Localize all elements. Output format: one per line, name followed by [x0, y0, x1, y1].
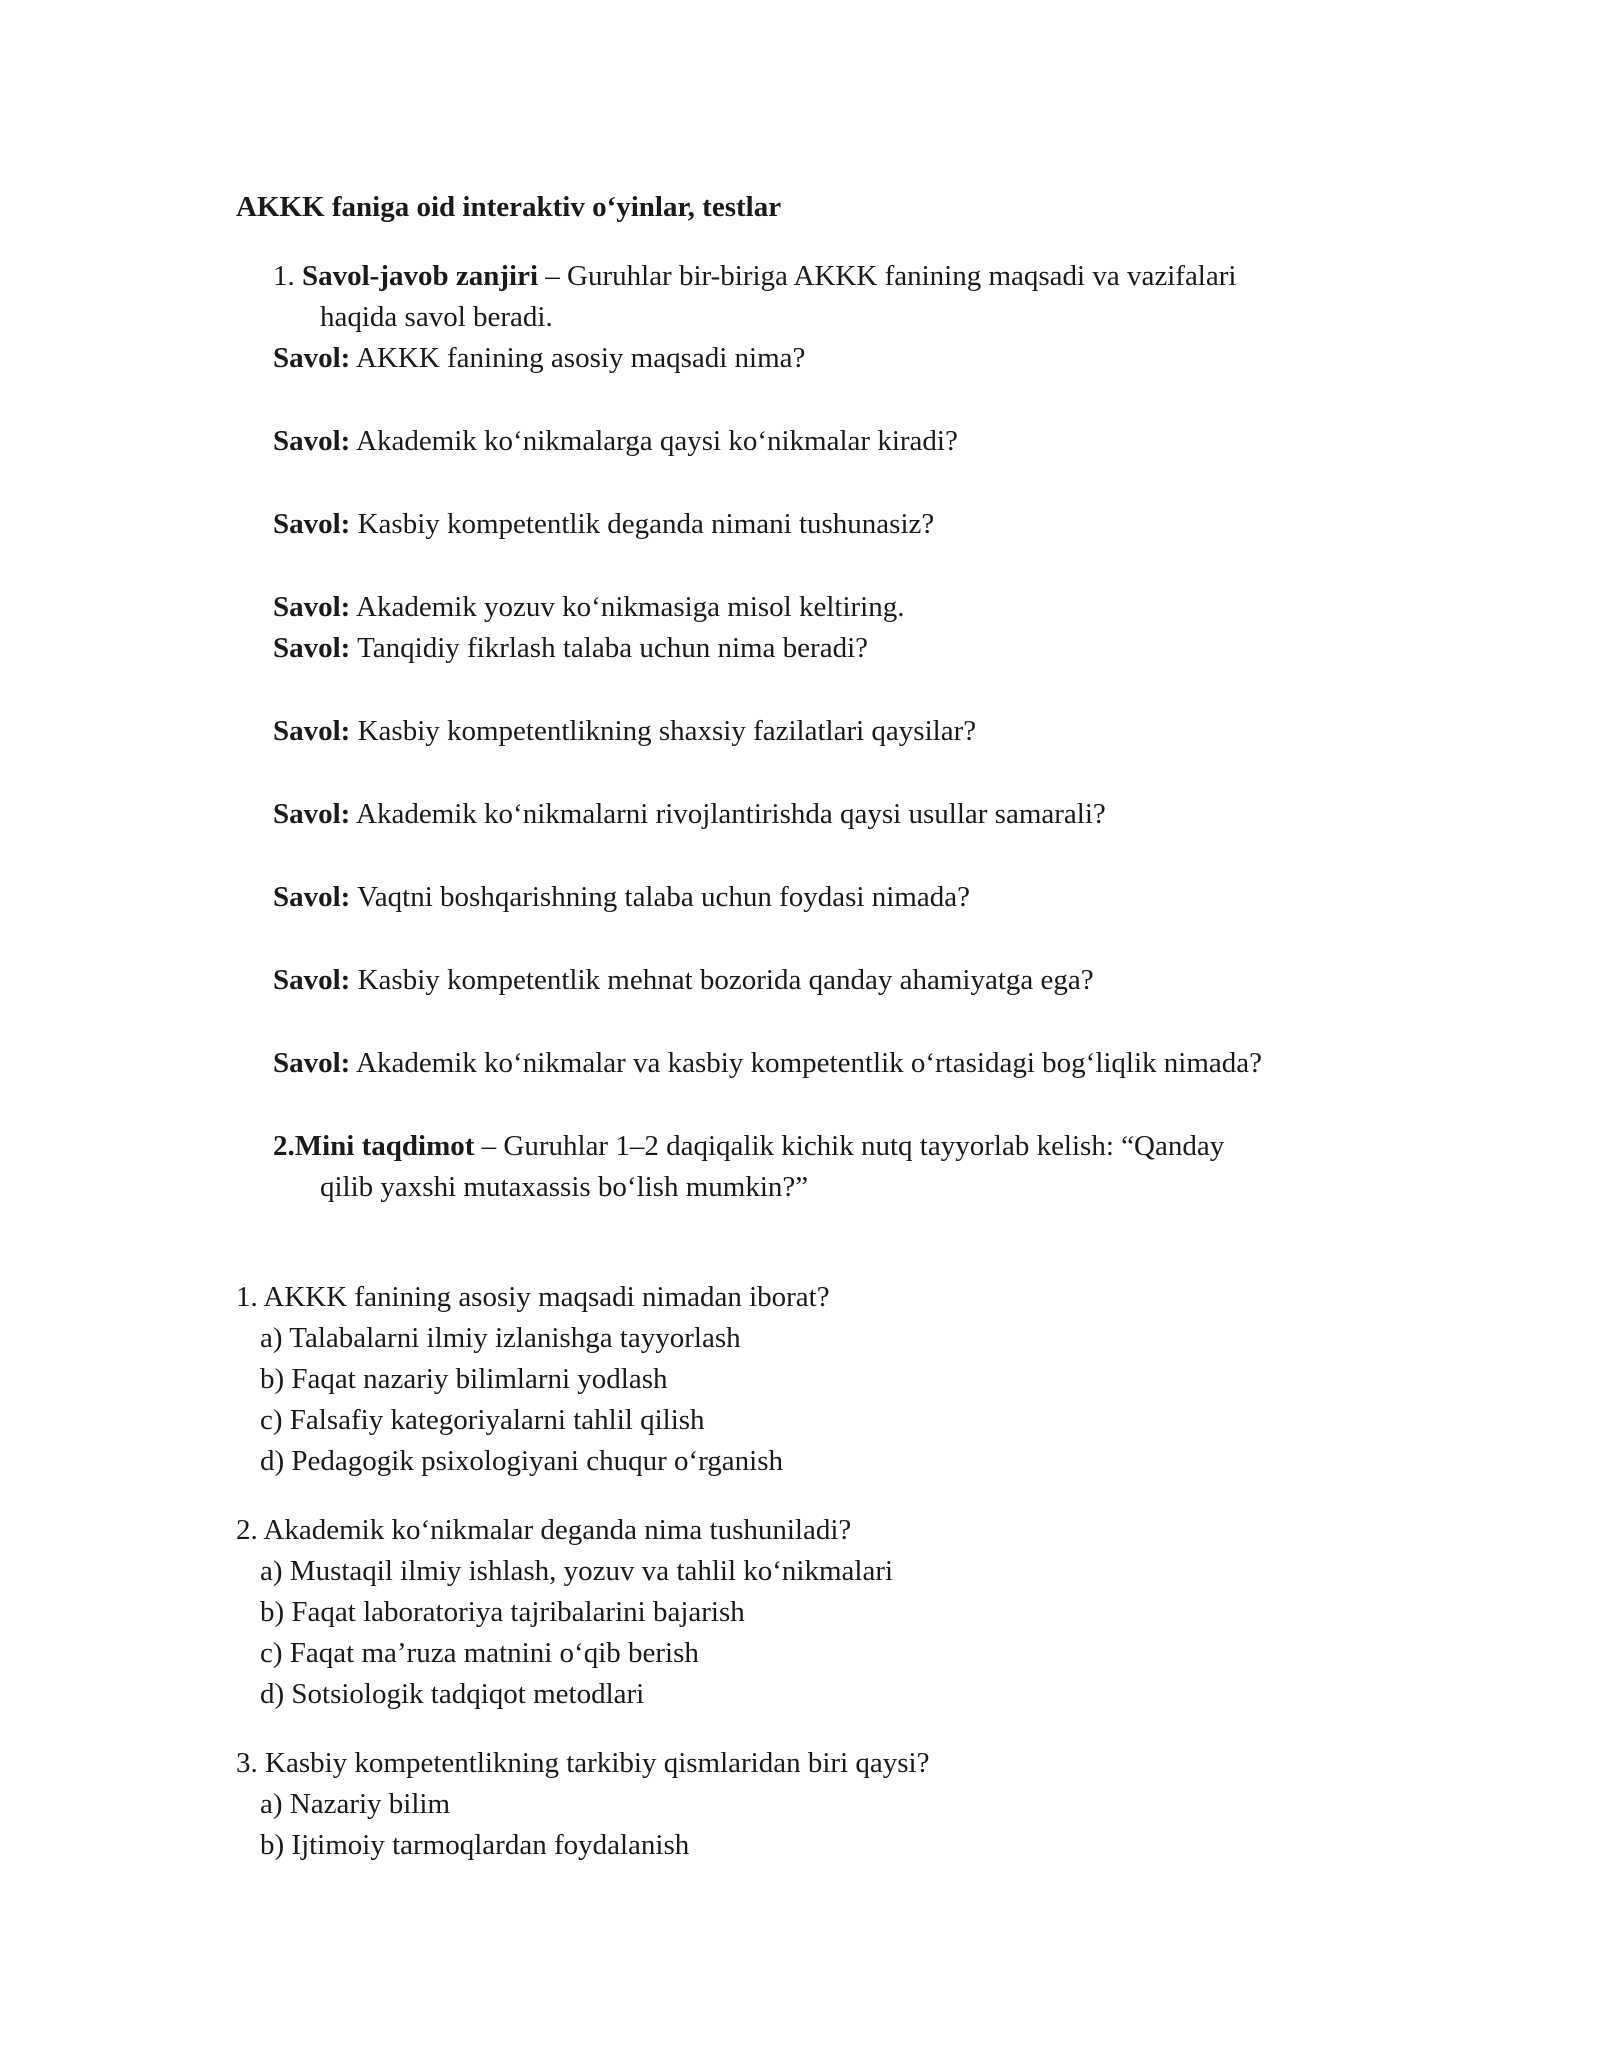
test-option: c) Faqat ma’ruza matnini o‘qib berish — [260, 1637, 699, 1669]
savol-label: Savol: — [273, 881, 351, 913]
savol-item — [273, 338, 805, 378]
page-title: AKKK faniga oid interaktiv o‘yinlar, testlar — [236, 191, 782, 223]
savol-item — [273, 504, 934, 544]
test-option: a) Nazariy bilim — [260, 1788, 451, 1820]
savol-item — [273, 794, 1106, 834]
game1-dash: – — [538, 260, 568, 292]
savol-text: AKKK fanining asosiy maqsadi nima? — [356, 342, 806, 374]
test-option: d) Pedagogik psixologiyani chuqur o‘rganish — [260, 1445, 784, 1477]
savol-item — [273, 960, 1094, 1000]
savol-item — [273, 628, 868, 668]
savol-label: Savol: — [273, 508, 351, 540]
savol-text: Tanqidiy fikrlash talaba uchun nima beradi? — [357, 632, 869, 664]
test-option: b) Ijtimoiy tarmoqlardan foydalanish — [260, 1829, 690, 1861]
savol-text: Akademik ko‘nikmalar va kasbiy kompetentlik o‘rtasidagi bog‘liqlik nimada? — [356, 1047, 1263, 1079]
savol-item — [273, 711, 976, 751]
test-question: 3. Kasbiy kompetentlikning tarkibiy qismlaridan biri qaysi? — [236, 1747, 930, 1779]
game1-heading — [273, 256, 1236, 296]
test-question: 1. AKKK fanining asosiy maqsadi nimadan iborat? — [236, 1281, 830, 1313]
game1-desc-line1: Guruhlar bir-biriga AKKK fanining maqsadi va vazifalari — [567, 260, 1237, 292]
test-option: c) Falsafiy kategoriyalarni tahlil qilish — [260, 1404, 705, 1436]
savol-label: Savol: — [273, 964, 351, 996]
savol-text: Kasbiy kompetentlik mehnat bozorida qanday ahamiyatga ega? — [357, 964, 1094, 996]
game1-name: Savol-javob zanjiri — [302, 260, 539, 292]
savol-text: Akademik ko‘nikmalarni rivojlantirishda qaysi usullar samarali? — [356, 798, 1106, 830]
game2-desc-line2: qilib yaxshi mutaxassis bo‘lish mumkin?” — [320, 1171, 809, 1203]
savol-item — [273, 587, 905, 627]
savol-text: Akademik ko‘nikmalarga qaysi ko‘nikmalar kiradi? — [356, 425, 958, 457]
test-option: b) Faqat laboratoriya tajribalarini bajarish — [260, 1596, 745, 1628]
test-question: 2. Akademik ko‘nikmalar deganda nima tushuniladi? — [236, 1514, 852, 1546]
savol-item — [273, 1043, 1262, 1083]
savol-text: Kasbiy kompetentlik deganda nimani tushunasiz? — [357, 508, 935, 540]
game1-desc-line2: haqida savol beradi. — [320, 301, 553, 333]
test-option: a) Talabalarni ilmiy izlanishga tayyorlash — [260, 1322, 741, 1354]
test-option: b) Faqat nazariy bilimlarni yodlash — [260, 1363, 668, 1395]
test-option: d) Sotsiologik tadqiqot metodlari — [260, 1678, 645, 1710]
savol-text: Vaqtni boshqarishning talaba uchun foydasi nimada? — [357, 881, 970, 913]
savol-text: Kasbiy kompetentlikning shaxsiy fazilatlari qaysilar? — [357, 715, 977, 747]
game1-number: 1 — [273, 260, 288, 292]
savol-item — [273, 877, 970, 917]
savol-text: Akademik yozuv ko‘nikmasiga misol keltiring. — [356, 591, 905, 623]
game1-sep: . — [287, 260, 302, 292]
savol-label: Savol: — [273, 591, 351, 623]
savol-label: Savol: — [273, 798, 351, 830]
savol-label: Savol: — [273, 1047, 351, 1079]
savol-label: Savol: — [273, 715, 351, 747]
savol-label: Savol: — [273, 342, 351, 374]
savol-item — [273, 421, 958, 461]
game2-desc-line1: Guruhlar 1–2 daqiqalik kichik nutq tayyorlab kelish: “Qanday — [503, 1130, 1225, 1162]
game2-name: 2.Mini taqdimot — [273, 1130, 475, 1162]
savol-label: Savol: — [273, 632, 351, 664]
game2-heading — [273, 1126, 1224, 1166]
savol-label: Savol: — [273, 425, 351, 457]
game2-dash: – — [474, 1130, 504, 1162]
test-option: a) Mustaqil ilmiy ishlash, yozuv va tahlil ko‘nikmalari — [260, 1555, 894, 1587]
